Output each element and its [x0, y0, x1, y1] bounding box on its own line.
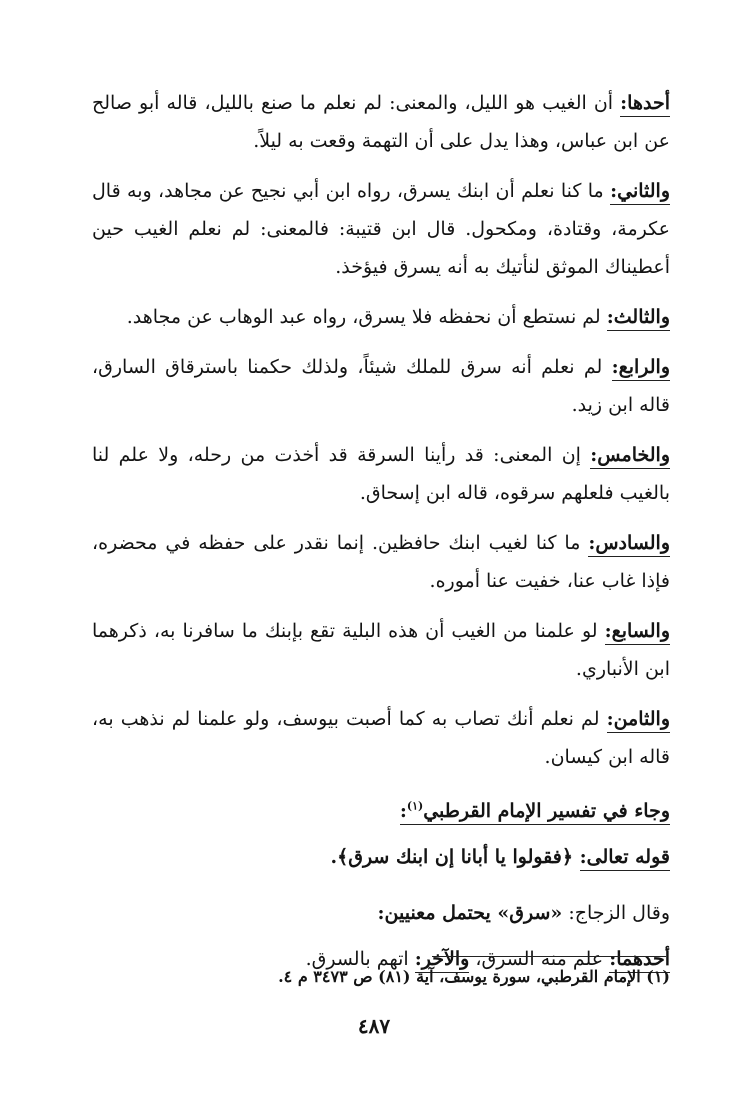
- paragraph-lead: والثالث:: [607, 306, 670, 331]
- paragraph-text: ما كنا لغيب ابنك حافظين. إنما نقدر على حفظه في محضره، فإذا غاب عنا، خفيت عنا أموره.: [92, 532, 670, 592]
- paragraph-1: [92, 84, 670, 160]
- paragraph-text: لم نستطع أن نحفظه فلا يسرق، رواه عبد الوهاب عن مجاهد.: [126, 306, 607, 328]
- page-number: ٤٨٧: [357, 1014, 391, 1038]
- paragraph-lead: والخامس:: [590, 444, 670, 469]
- paragraph-lead: والرابع:: [612, 356, 670, 381]
- paragraph-text: لم نعلم أنه سرق للملك شيئاً، ولذلك حكمنا باسترقاق السارق، قاله ابن زيد.: [92, 356, 670, 416]
- paragraph-text: إن المعنى: قد رأينا السرقة قد أخذت من رحله، ولا علم لنا بالغيب فلعلهم سرقوه، قاله ابن إسحاق.: [92, 444, 670, 504]
- quote-heading-colon: :: [399, 800, 407, 823]
- paragraph-text: أن الغيب هو الليل، والمعنى: لم نعلم ما صنع بالليل، قاله أبو صالح عن ابن عباس، وهذا يدل على أن التهمة وقعت به ليلاً.: [92, 92, 670, 152]
- page-body: [92, 84, 670, 986]
- footnote-divider: [432, 956, 666, 957]
- paragraph-text: لو علمنا من الغيب أن هذه البلية تقع بإبنك ما سافرنا به، ذكرهما ابن الأنباري.: [92, 620, 670, 680]
- quote-heading-text: وجاء في تفسير الإمام القرطبي: [423, 800, 670, 823]
- verse-line: [92, 838, 670, 876]
- paragraph-lead: والسابع:: [605, 620, 670, 645]
- paragraph-7: [92, 612, 670, 688]
- paragraph-lead: والثاني:: [610, 180, 670, 205]
- paragraph-3: [92, 298, 670, 336]
- zajjaj-line: [92, 894, 670, 932]
- paragraph-2: [92, 172, 670, 286]
- meaning-1-text: علم منه السرق،: [469, 948, 610, 971]
- paragraph-lead: والثامن:: [607, 708, 670, 733]
- verse-lead: قوله تعالى:: [580, 846, 670, 871]
- quote-heading: [400, 800, 670, 825]
- zajjaj-intro: وقال الزجاج:: [562, 902, 670, 925]
- paragraph-4: [92, 348, 670, 424]
- footnote-marker: (١): [406, 800, 424, 813]
- footnote: (١) الإمام القرطبي، سورة يوسف، آية (٨١) ص ٣٤٧٣ م ٤.: [278, 967, 670, 986]
- meaning-1-lead: أحدهما:: [609, 948, 670, 973]
- verse-text: ﴿فقولوا يا أبانا إن ابنك سرق﴾.: [330, 846, 580, 869]
- zajjaj-bold: «سرق» يحتمل معنيين:: [377, 902, 563, 925]
- paragraph-lead: والسادس:: [588, 532, 670, 557]
- paragraph-5: [92, 436, 670, 512]
- paragraph-6: [92, 524, 670, 600]
- paragraph-text: ما كنا نعلم أن ابنك يسرق، رواه ابن أبي نجيح عن مجاهد، وبه قال عكرمة، وقتادة، ومكحول. قال ابن قتيبة: فالمعنى: لم نعلم الغيب حين أعطيناك الموثق لنأتيك به أنه يسرق فيؤخذ.: [92, 180, 670, 278]
- quote-heading-line: [92, 788, 670, 830]
- paragraph-lead: أحدها:: [620, 92, 670, 117]
- paragraph-text: لم نعلم أنك تصاب به كما أصبت بيوسف، ولو علمنا لم نذهب به، قاله ابن كيسان.: [92, 708, 670, 768]
- meaning-2-lead: والآخر:: [415, 948, 470, 973]
- meaning-2-text: اتهم بالسرق.: [305, 948, 415, 971]
- paragraph-8: [92, 700, 670, 776]
